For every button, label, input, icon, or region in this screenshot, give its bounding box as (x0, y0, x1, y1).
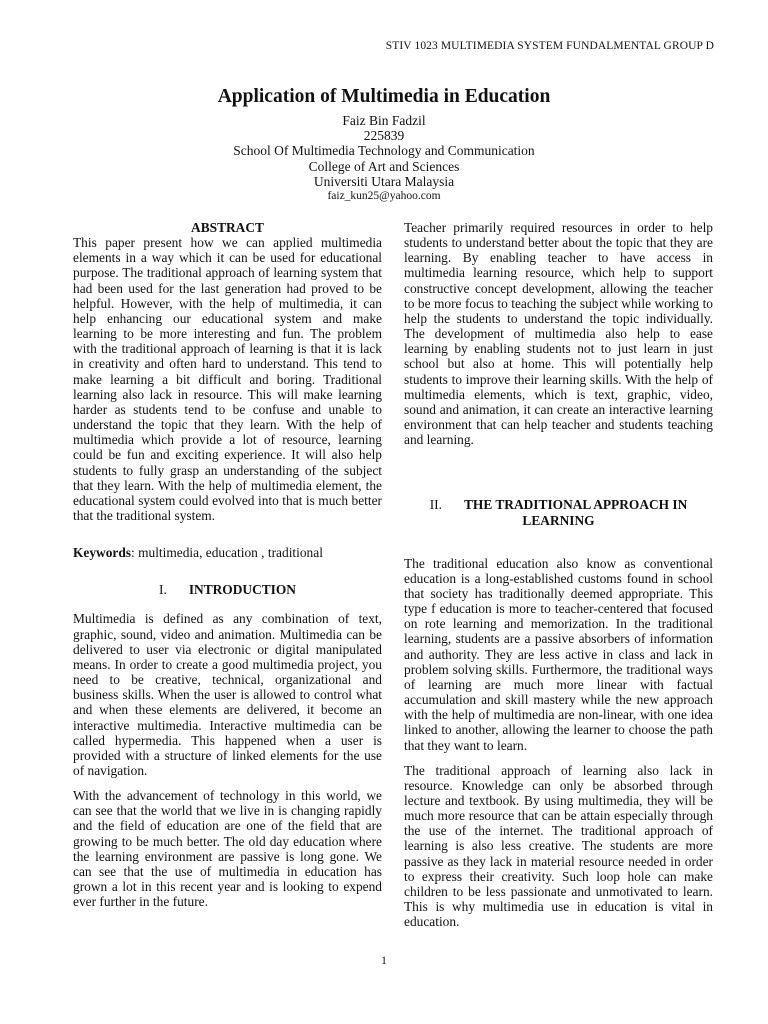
abstract-text: This paper present how we can applied multimedia elements in a way which it can be used for educational purpose. The traditional approach of learning system that had been used for the last generation had proved to be helpful. However, with the help of multimedia, it can help enhancing our educational system and make learning to be more interesting and fun. The problem with the traditional approach of learning is that it is lack in creativity and often hard to understand. This tend to make learning a bit difficult and boring. Traditional learning also lack in resource. This will make learning harder as students tend to be confuse and unable to understand the topic that they learn. With the help of multimedia which provide a lot of resource, learning could be fun and exciting experience. It will also help students to fully grasp an understanding of the subject that they learn. With the help of multimedia element, the educational system could evolved into that is much better that the traditional system. (73, 235, 382, 523)
right-intro-paragraph: Teacher primarily required resources in order to help students to understand better about the topic that they are learning. By enabling teacher to have access in multimedia learning resource, which help to support constructive concept development, allowing the teacher to be more focus to teaching the subject while working to help the students to understand the topic individually. The development of multimedia also help to ease learning by enabling students not to just learn in just school but also at home. This will potentially help students to improve their learning skills. With the help of multimedia elements, which is text, graphic, video, sound and animation, it can create an interactive learning environment that can help teacher and students teaching and learning. (404, 220, 713, 448)
traditional-paragraph-2: The traditional approach of learning also lack in resource. Knowledge can only be absorbed through lecture and textbook. By using multimedia, they will be much more resource that can be attain especially through the use of the internet. The traditional approach of learning is also less creative. The students are more passive as they lack in material resource needed in order to express their creativity. Such loop hole can make children to be less passionate and unmotivated to learn. This is why multimedia use in education is vital in education. (404, 762, 713, 930)
introduction-paragraph-1: Multimedia is defined as any combination of text, graphic, sound, video and animation. Multimedia can be delivered to user via electronic or digital manipulated means. In order to create a good multimedia project, you need to be creative, technical, organizational and business skills. When the user is allowed to control what and when these elements are delivered, it become an interactive multimedia. Interactive multimedia can be called hypermedia. This happened when a user is provided with a structure of linked elements for the use of navigation. (73, 611, 382, 778)
author-name: Faiz Bin Fadzil (342, 113, 426, 128)
author-college: College of Art and Sciences (308, 158, 460, 174)
page-number: 1 (381, 955, 387, 967)
section-heading-introduction (73, 582, 382, 597)
keywords-text: : multimedia, education , traditional (131, 545, 323, 561)
traditional-paragraph-1: The traditional education also know as conventional education is a long-established customs found in school that society has traditionally deemed appropriate. This type f education is more to teacher-centered that focused on rote learning and memorization. In the traditional learning, students are a passive absorbers of information and authority. They are less active in class and lack in problem solving skills. Furthermore, the traditional ways of learning are much more linear with factual accumulation and skill mastery while the new approach with the help of multimedia are non-linear, with one idea linked to another, allowing the learner to choose the path that they want to learn. (404, 555, 713, 753)
keywords-line (73, 545, 382, 560)
author-email: faiz_kun25@yahoo.com (327, 190, 441, 203)
section-title: INTRODUCTION (188, 582, 296, 598)
paper-title: Application of Multimedia in Education (217, 86, 551, 107)
introduction-paragraph-2: With the advancement of technology in this world, we can see that the world that we live in is changing rapidly and the field of education are one of the field that are growing to be much better. The old day education where the learning environment are passive is long gone. We can see that the use of multimedia in education has grown a lot in this recent year and is looking to expend ever further in the future. (73, 788, 382, 910)
keywords-label: Keywords (73, 545, 132, 561)
left-column (73, 220, 382, 909)
author-school: School Of Multimedia Technology and Communication (233, 143, 535, 159)
section-number: I. (159, 582, 167, 598)
title-block (0, 86, 768, 204)
section-title-line-2: LEARNING (522, 512, 595, 528)
author-university: Universiti Utara Malaysia (313, 173, 455, 189)
section-number: II. (429, 497, 442, 513)
right-column (404, 220, 713, 929)
abstract-heading: ABSTRACT (191, 220, 264, 235)
section-heading-traditional-approach (404, 497, 713, 527)
section-title-line-1: THE TRADITIONAL APPROACH IN (463, 497, 688, 513)
author-id: 225839 (363, 128, 405, 144)
running-header: STIV 1023 MULTIMEDIA SYSTEM FUNDALMENTAL GROUP D (385, 40, 714, 52)
